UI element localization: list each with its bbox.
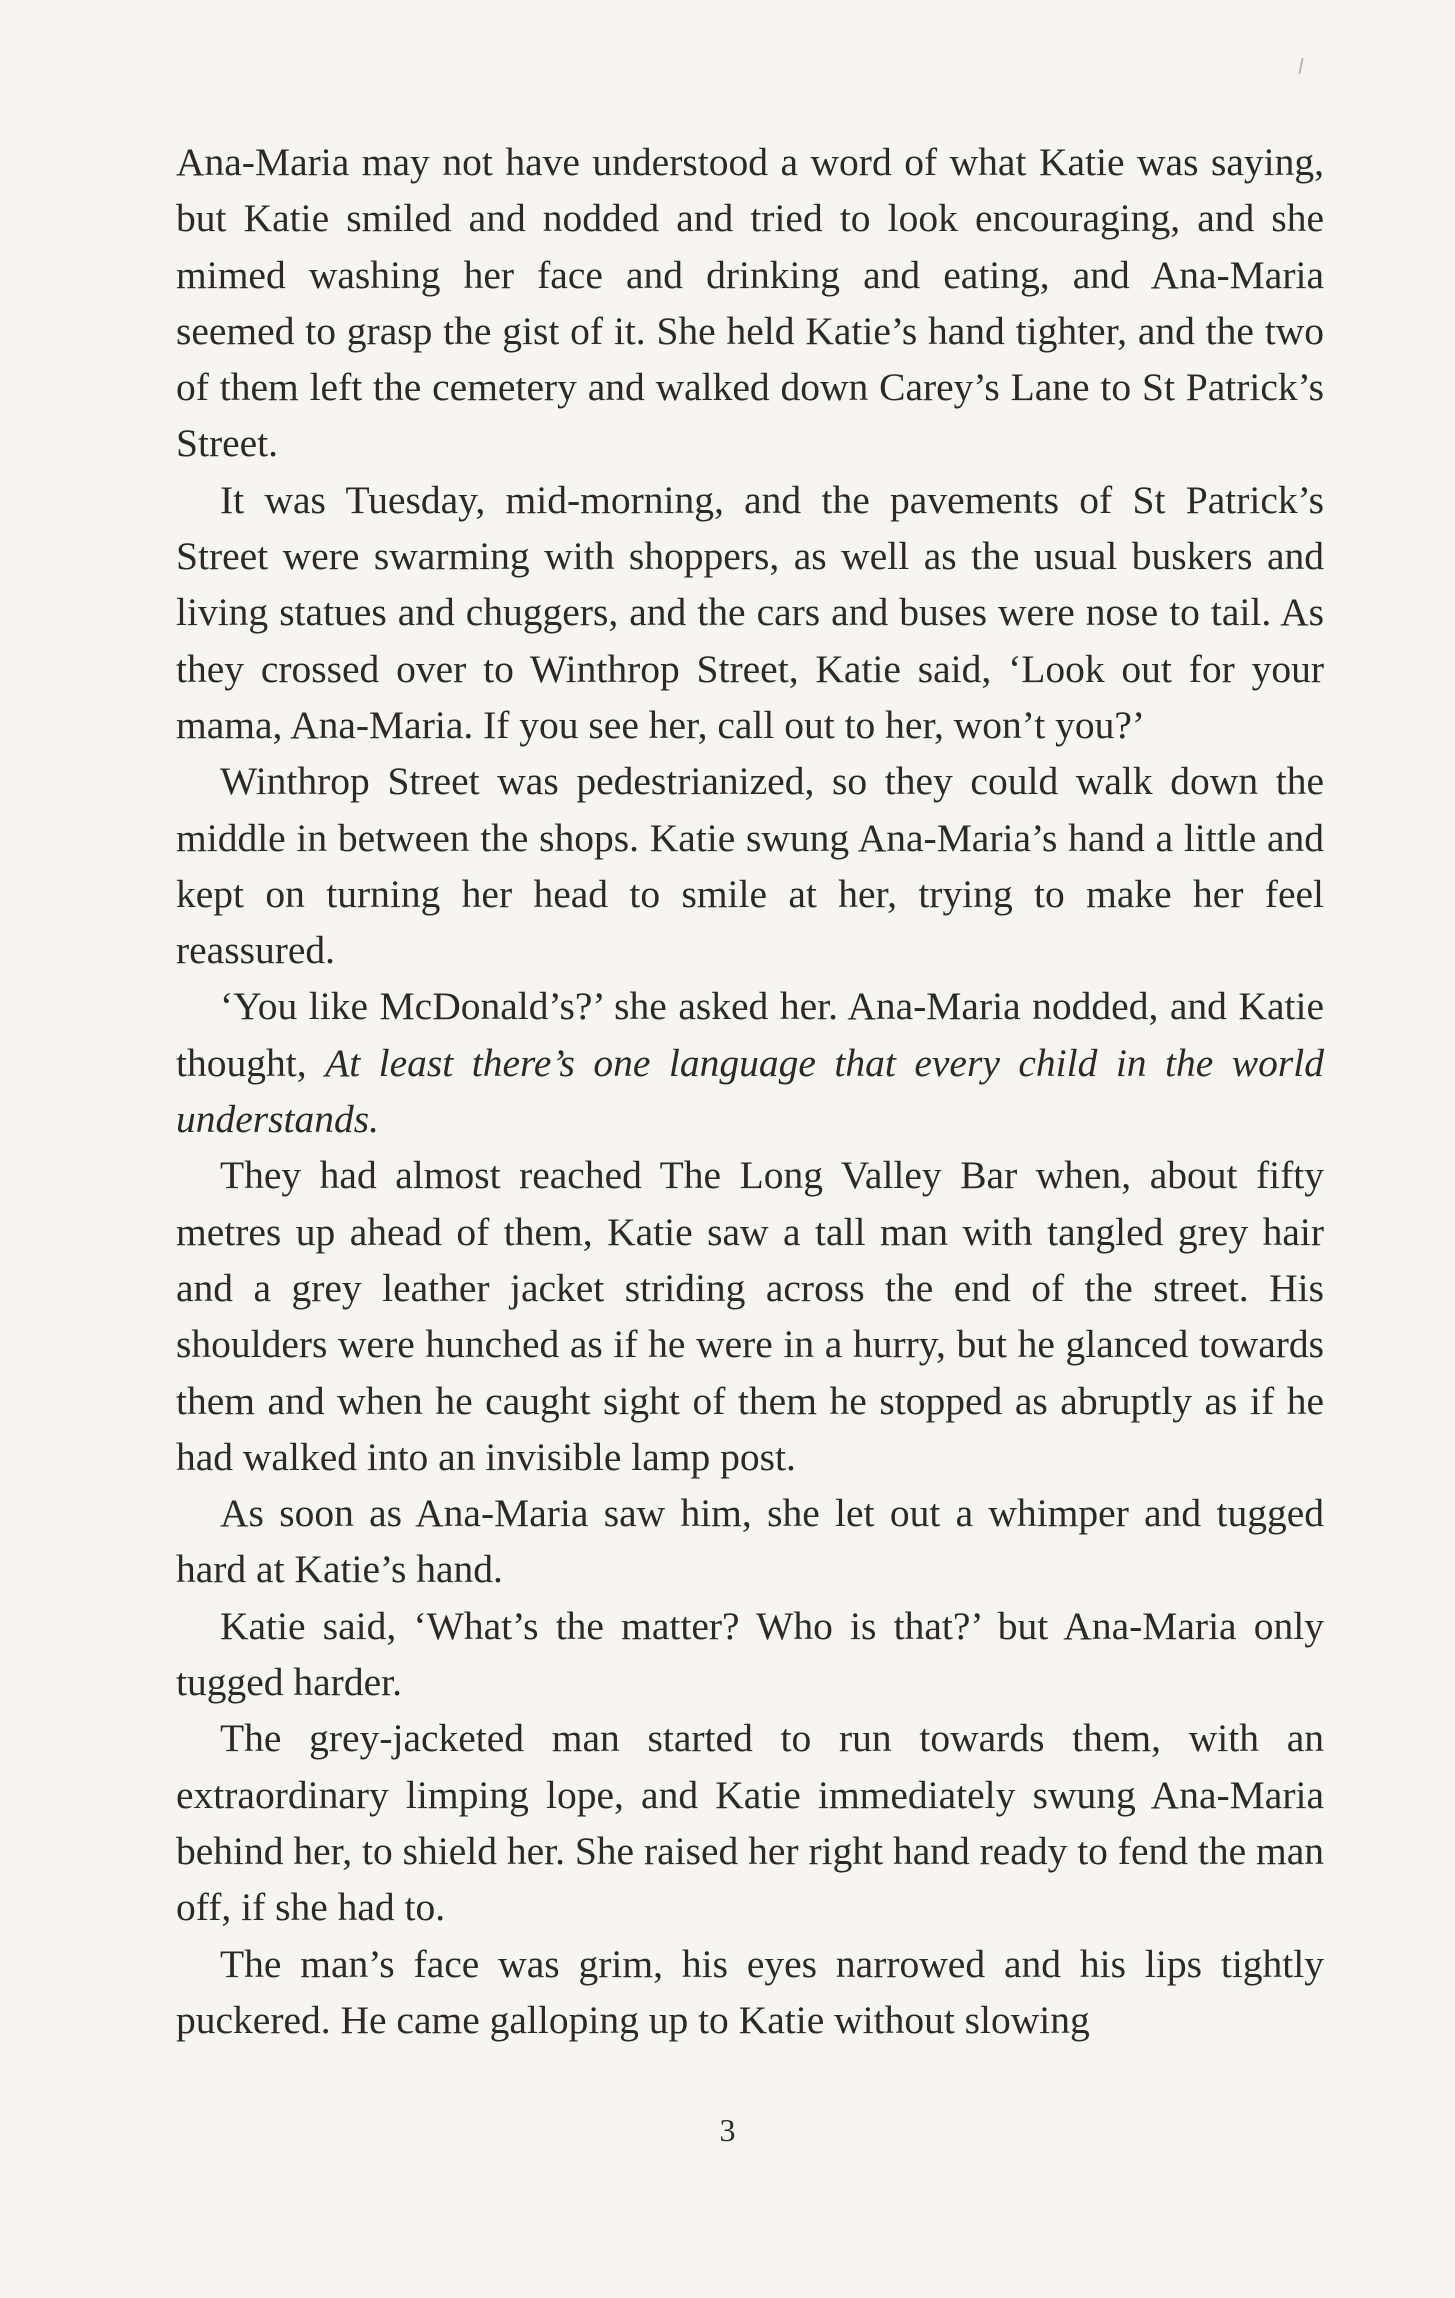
paragraph — [176, 1485, 1324, 1598]
paragraph — [176, 753, 1324, 978]
body-text — [176, 134, 1324, 2048]
text-run: The man’s face was grim, his eyes narrowed and his lips tightly puckered. He came galloping up to Katie without slowing — [176, 1941, 1324, 2042]
scan-speck — [1298, 58, 1303, 74]
text-run: Ana-Maria may not have understood a word of what Katie was saying, but Katie smiled and nodded and tried to look encouraging, and she mimed washing her face and drinking and eating, and Ana-Maria seemed to grasp the gist of it. She held Katie’s hand tighter, and the two of them left the cemetery and walked down Carey’s Lane to St Patrick’s Street. — [176, 140, 1324, 466]
text-run: The grey-jacketed man started to run towards them, with an extraordinary limping lope, and Katie immediately swung Ana-Maria behind her, to shield her. She raised her right hand ready to fend the man off, if she had to. — [176, 1716, 1324, 1930]
text-run: As soon as Ana-Maria saw him, she let out a whimper and tugged hard at Katie’s hand. — [176, 1491, 1324, 1592]
paragraph — [176, 472, 1324, 753]
text-run: Winthrop Street was pedestrianized, so they could walk down the middle in between the shops. Katie swung Ana-Maria’s hand a little and kept on turning her head to smile at her, trying to make her feel reassured. — [176, 759, 1324, 973]
page-number: 3 — [719, 2112, 736, 2148]
text-run: They had almost reached The Long Valley Bar when, about fifty metres up ahead of them, Katie saw a tall man with tangled grey hair and a grey leather jacket striding across the end of the street. His shoulders were hunched as if he were in a hurry, but he glanced towards them and when he caught sight of them he stopped as abruptly as if he had walked into an invisible lamp post. — [176, 1153, 1324, 1479]
paragraph — [176, 1936, 1324, 2049]
paragraph — [176, 978, 1324, 1147]
text-run: Katie said, ‘What’s the matter? Who is that?’ but Ana-Maria only tugged harder. — [176, 1603, 1324, 1705]
paragraph — [176, 1598, 1324, 1711]
paragraph — [176, 1710, 1324, 1935]
italic-text: At least there’s one language that every child in the world understands. — [176, 1040, 1324, 1142]
text-run: ‘You like McDonald’s?’ she asked her. Ana-Maria nodded, and Katie thought, — [176, 984, 1324, 1085]
text-run: It was Tuesday, mid-morning, and the pavements of St Patrick’s Street were swarming with shoppers, as well as the usual buskers and living statues and chuggers, and the cars and buses were nose to tail. As they crossed over to Winthrop Street, Katie said, ‘Look out for your mama, Ana-Maria. If you see her, call out to her, won’t you?’ — [176, 477, 1324, 747]
paragraph — [176, 1147, 1324, 1485]
paragraph — [176, 134, 1324, 472]
